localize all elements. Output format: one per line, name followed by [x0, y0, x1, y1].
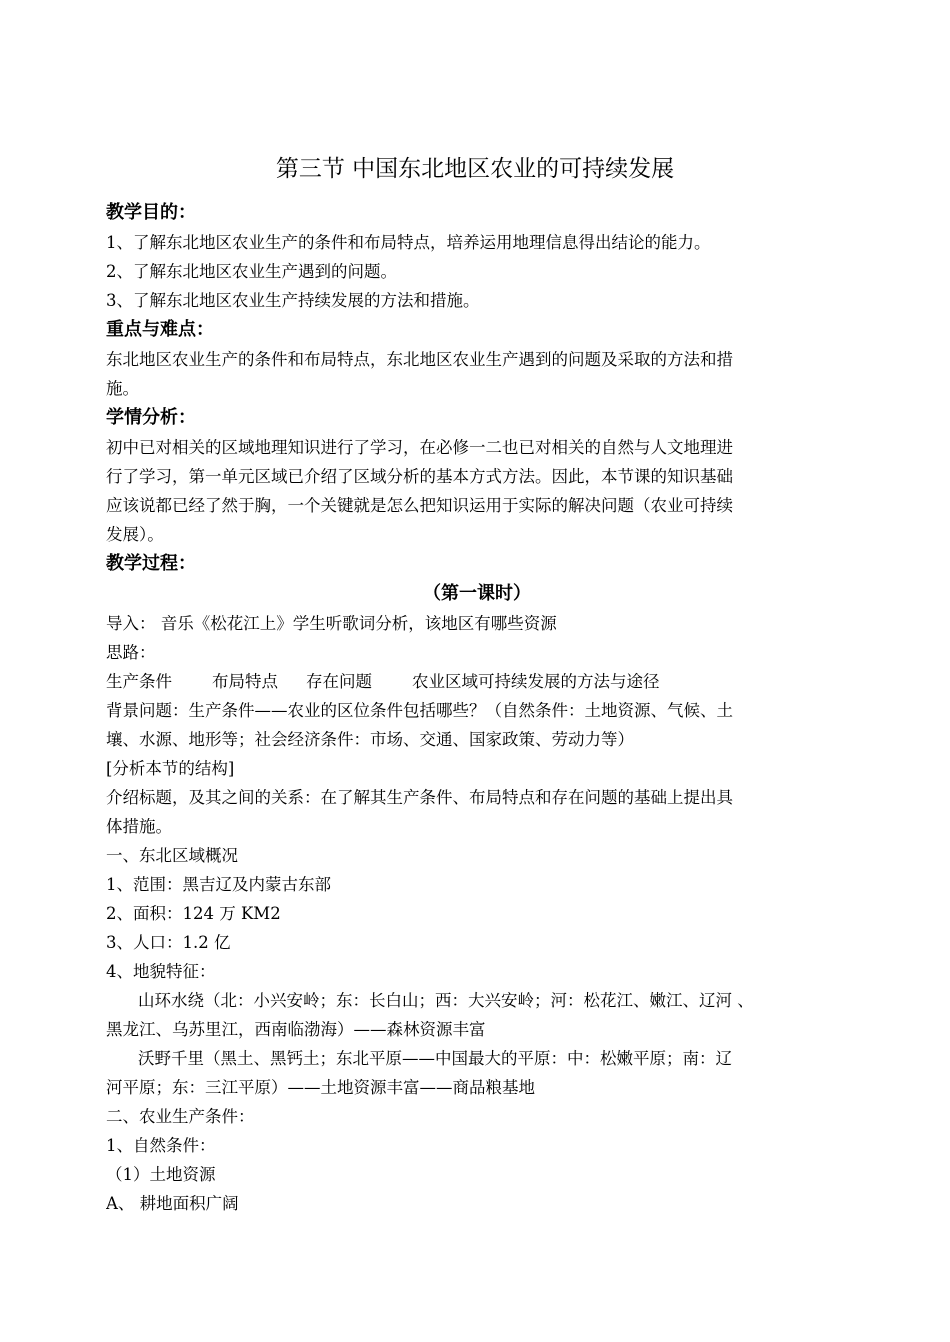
objective-item: 3、了解东北地区农业生产持续发展的方法和措施。	[106, 291, 480, 310]
background-text: 壤、水源、地形等；社会经济条件：市场、交通、国家政策、劳动力等）	[106, 730, 634, 749]
flow-step: 存在问题	[306, 672, 372, 691]
document-title: 第三节 中国东北地区农业的可持续发展	[275, 156, 675, 182]
objective-item: 1、了解东北地区农业生产的条件和布局特点，培养运用地理信息得出结论的能力。	[106, 233, 711, 252]
key-points-heading: 重点与难点：	[106, 319, 214, 340]
section-2-item: A、 耕地面积广阔	[106, 1194, 239, 1213]
section-1-item: 1、范围：黑吉辽及内蒙古东部	[106, 875, 331, 894]
background-text: 背景问题：生产条件——农业的区位条件包括哪些？（自然条件：土地资源、气候、土	[106, 701, 733, 720]
thinking-flow	[106, 667, 848, 696]
landform-text: 沃野千里（黑土、黑钙土；东北平原——中国最大的平原：中：松嫩平原；南：辽	[138, 1049, 732, 1068]
intro-line: 导入： 音乐《松花江上》学生听歌词分析，该地区有哪些资源	[106, 614, 557, 633]
section-1-item: 2、面积：124 万 KM2	[106, 904, 281, 923]
process-heading: 教学过程：	[106, 553, 196, 574]
key-points-text: 东北地区农业生产的条件和布局特点，东北地区农业生产遇到的问题及采取的方法和措	[106, 350, 733, 369]
lesson-label: （第一课时）	[423, 583, 531, 604]
analysis-text: 初中已对相关的区域地理知识进行了学习，在必修一二也已对相关的自然与人文地理进	[106, 438, 733, 457]
analysis-text: 行了学习，第一单元区域已介绍了区域分析的基本方式方法。因此，本节课的知识基础	[106, 467, 733, 486]
key-points-text: 施。	[106, 379, 139, 398]
objective-item: 2、了解东北地区农业生产遇到的问题。	[106, 262, 397, 281]
section-2-item: 1、自然条件：	[106, 1136, 216, 1155]
landform-text: 河平原；东：三江平原）——土地资源丰富——商品粮基地	[106, 1078, 535, 1097]
section-1-heading: 一、东北区域概况	[106, 846, 238, 865]
structure-text: 介绍标题，及其之间的关系：在了解其生产条件、布局特点和存在问题的基础上提出具	[106, 788, 733, 807]
analysis-heading: 学情分析：	[106, 407, 196, 428]
section-2-heading: 二、农业生产条件：	[106, 1107, 255, 1126]
analysis-text: 发展）。	[106, 525, 164, 544]
section-1-item: 4、地貌特征：	[106, 962, 216, 981]
objectives-heading: 教学目的：	[106, 202, 196, 223]
landform-text: 黑龙江、乌苏里江，西南临渤海）——森林资源丰富	[106, 1020, 486, 1039]
thinking-label: 思路：	[106, 643, 156, 662]
flow-step: 农业区域可持续发展的方法与途径	[412, 672, 660, 691]
analysis-text: 应该说都已经了然于胸，一个关键就是怎么把知识运用于实际的解决问题（农业可持续	[106, 496, 733, 515]
structure-text: 体措施。	[106, 817, 172, 836]
section-1-item: 3、人口：1.2 亿	[106, 933, 231, 952]
flow-step: 生产条件	[106, 672, 172, 691]
structure-label: [分析本节的结构]	[106, 759, 235, 778]
landform-text: 山环水绕（北：小兴安岭；东：长白山；西：大兴安岭；河：松花江、嫩江、辽河 、	[138, 991, 754, 1010]
section-2-item: （1）土地资源	[106, 1165, 216, 1184]
document-body	[106, 198, 848, 1218]
flow-step: 布局特点	[212, 672, 278, 691]
